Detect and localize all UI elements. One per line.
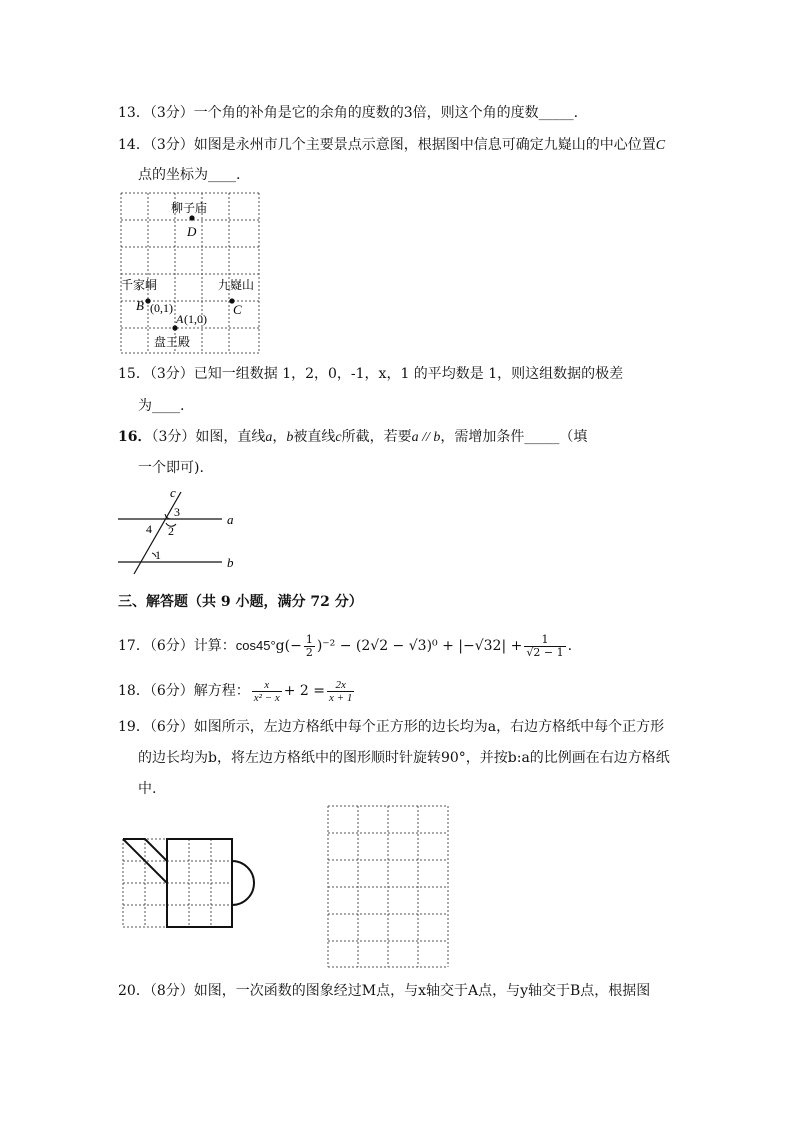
label-c: c — [170, 485, 176, 500]
label-A: A — [176, 312, 184, 326]
label-A-coord: (1,0) — [184, 312, 207, 326]
label-D: D — [187, 224, 197, 239]
answer-blank[interactable]: ____ — [152, 398, 180, 414]
label-qianjiadong: 千家峒 — [121, 278, 158, 292]
angle-1: 1 — [155, 548, 161, 562]
fraction-lhs: $\frac{x}{\text{x² − x}}$ — [253, 678, 280, 704]
question-16-line2: 一个即可). — [138, 460, 204, 476]
angle-4: 4 — [146, 522, 152, 536]
question-19-line3: 中. — [138, 781, 157, 797]
fraction-rhs: $\frac{2x}{x + 1}$ — [329, 678, 353, 704]
angle-2: 2 — [168, 524, 174, 538]
fraction-reciprocal: $\frac{1}{√2 - 1}$ — [526, 632, 564, 659]
point-D — [189, 215, 194, 220]
question-17: 17．（6分）计算：cos45°g(− $\frac{1}{2}$ )⁻² − (2√2 − √3)⁰ + |−√32| + $\frac{1}{√2 - 1}$ . — [118, 632, 573, 659]
point-A — [172, 325, 177, 330]
right-grid — [326, 804, 452, 970]
label-jiuyishan: 九嶷山 — [218, 278, 255, 292]
answer-blank[interactable]: ____ — [208, 167, 236, 183]
section-3-title: 三、解答题（共 9 小题，满分 72 分） — [118, 594, 363, 610]
label-C: C — [233, 302, 242, 317]
answer-blank[interactable]: _____ — [538, 105, 574, 121]
parallel-lines-figure — [116, 484, 246, 576]
question-13: 13．（3分）一个角的补角是它的余角的度数的3倍，则这个角的度数_____. — [118, 105, 579, 121]
label-a: a — [227, 512, 234, 527]
label-B-coord: (0,1) — [150, 301, 173, 315]
question-14: 14．（3分）如图是永州市几个主要景点示意图，根据图中信息可确定九嶷山的中心位置C — [118, 137, 666, 153]
label-B: B — [136, 298, 144, 313]
question-16: 16．（3分）如图，直线a，b被直线c所截，若要a // b，需增加条件_____（填 — [118, 429, 588, 445]
fraction-half: $\frac{1}{2}$ — [305, 632, 313, 659]
question-14-line2: 点的坐标为____. — [138, 167, 241, 183]
question-20: 20．（8分）如图，一次函数的图象经过M点，与x轴交于A点，与y轴交于B点，根据图 — [118, 983, 651, 999]
question-19: 19．（6分）如图所示，左边方格纸中每个正方形的边长均为a，右边方格纸中每个正方形 — [118, 719, 665, 735]
label-panwangdian: 盘王殿 — [154, 335, 191, 349]
question-19-line2: 的边长均为b，将左边方格纸中的图形顺时针旋转90°，并按b:a的比例画在右边方格纸 — [138, 750, 670, 766]
left-grid-figure — [120, 836, 255, 931]
angle-3: 3 — [174, 505, 180, 519]
scenic-map-grid — [118, 190, 264, 356]
label-liuzimiao: 柳子庙 — [171, 201, 208, 215]
label-b: b — [227, 555, 234, 570]
question-15-line2: 为____. — [138, 398, 185, 414]
question-15: 15．（3分）已知一组数据 1，2，0，-1，x，1 的平均数是 1，则这组数据的极差 — [118, 366, 624, 382]
question-18: 18．（6分）解方程： $\frac{x}{\text{x² − x}}$ + 2 = $\frac{2x}{x + 1}$ — [118, 678, 353, 704]
answer-blank[interactable]: _____ — [524, 429, 560, 445]
